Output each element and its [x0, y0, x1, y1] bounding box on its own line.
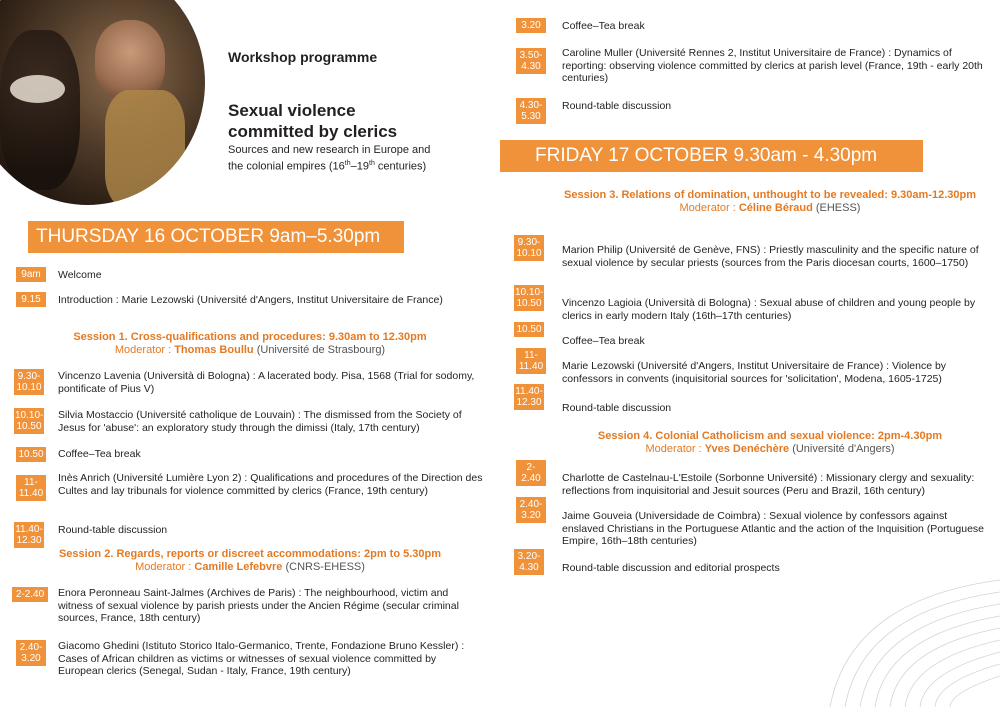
programme-item: Marion Philip (Université de Genève, FNS) : Priestly masculinity and the specific nature of sexual violence by secular priests (sources from the Paris diocesan courts, 1600–1750): [562, 244, 979, 269]
time-badge: 10.10-10.50: [515, 287, 544, 309]
time-badge: 2-2.40: [516, 460, 546, 486]
programme-item: Round-table discussion: [562, 100, 672, 112]
cover-painting: [0, 0, 205, 205]
programme-item: Coffee–Tea break: [562, 20, 645, 32]
time-badge: 11-11.40: [16, 475, 46, 501]
page-subtitle: Sources and new research in Europe and the colonial empires (16th–19th centuries): [228, 144, 431, 173]
programme-item: Vincenzo Lagioia (Università di Bologna) : Sexual abuse of children and young people by clerics in early modern Italy (16th–17th centuries): [562, 297, 976, 322]
programme-item: Round-table discussion: [58, 524, 168, 536]
programme-item: Round-table discussion and editorial prospects: [562, 562, 780, 574]
programme-item: Coffee–Tea break: [58, 448, 141, 460]
programme-item: Enora Peronneau Saint-Jalmes (Archives de Paris) : The neighbourhood, victim and witness of sexual violence by parish priests under the Ancien Régime (secular criminal sources, France, 18th century): [58, 587, 459, 624]
day-banner-thursday: THURSDAY 16 OCTOBER 9am–5.30pm: [28, 221, 404, 253]
programme-item: Jaime Gouveia (Universidade de Coimbra) : Sexual violence by confessors against enslaved Christians in the Portuguese Atlantic and the action of the Inquisition (Portuguese Empire, 16th–18th centuries): [562, 510, 985, 547]
programme-item: Marie Lezowski (Université d'Angers, Institut Universitaire de France) : Violence by confessors in convents (inquisitorial sources for 'solicitation', Modena, 1605-1725): [562, 360, 947, 385]
time-badge: 10.50: [16, 447, 46, 462]
time-badge: 9am: [16, 267, 46, 282]
programme-item: Welcome: [58, 269, 102, 281]
time-badge: 10.10-10.50: [15, 410, 44, 432]
programme-item: Vincenzo Lavenia (Università di Bologna) : A lacerated body. Pisa, 1568 (Trial for sodomy, pontificate of Pius V): [58, 370, 475, 395]
time-badge: 3.50-4.30: [516, 48, 546, 74]
time-badge: 9.15: [16, 292, 46, 307]
session-1-heading: Session 1. Cross-qualifications and procedures: 9.30am to 12.30pm Moderator : Thomas Boullu (Université de Strasbourg): [73, 331, 427, 356]
programme-item: Introduction : Marie Lezowski (Université d'Angers, Institut Universitaire de France): [58, 294, 443, 306]
time-badge: 2.40-3.20: [16, 640, 46, 666]
programme-item: Caroline Muller (Université Rennes 2, Institut Universitaire de France) : Dynamics of reporting: observing violence committed by clerics at parish level (France, 19th - early 20th centuries): [562, 47, 983, 84]
session-4-heading: Session 4. Colonial Catholicism and sexual violence: 2pm-4.30pm Moderator : Yves Denéchère (Université d'Angers): [597, 430, 943, 455]
time-badge: 4.30-5.30: [516, 98, 546, 124]
programme-item: Charlotte de Castelnau-L'Estoile (Sorbonne Université) : Missionary clergy and sexuality: reflections from inquisitorial and Jesuit sources (Peru and Brazil, 16th century): [562, 472, 975, 497]
time-badge: 3.20: [516, 18, 546, 33]
time-badge: 11-11.40: [516, 348, 546, 374]
programme-item: Round-table discussion: [562, 402, 672, 414]
time-badge: 2.40-3.20: [516, 497, 546, 523]
session-2-heading: Session 2. Regards, reports or discreet accommodations: 2pm to 5.30pm Moderator : Camille Lefebvre (CNRS-EHESS): [58, 548, 442, 573]
workshop-label: Workshop programme: [228, 49, 378, 65]
programme-item: Inès Anrich (Université Lumière Lyon 2) : Qualifications and procedures of the Direction des Cultes and lay tribunals for violence committed by clerics (France, 19th century): [58, 472, 483, 497]
programme-item: Coffee–Tea break: [562, 335, 645, 347]
time-badge: 11.40-12.30: [515, 386, 543, 408]
decorative-arcs-icon: [790, 560, 1000, 707]
time-badge: 2-2.40: [12, 587, 48, 602]
time-badge: 10.50: [514, 322, 544, 337]
session-3-heading: Session 3. Relations of domination, unthought to be revealed: 9.30am-12.30pm Moderator : Céline Béraud (EHESS): [564, 189, 976, 214]
programme-item: Silvia Mostaccio (Université catholique de Louvain) : The dismissed from the Society of Jesus for 'abuse': an exploratory study through the dimissi (Italy, 17th century): [58, 409, 462, 434]
time-badge: 9.30-10.10: [14, 369, 44, 395]
time-badge: 3.20-4.30: [514, 549, 544, 575]
page-title: Sexual violence committed by clerics: [228, 101, 398, 141]
day-banner-friday: FRIDAY 17 OCTOBER 9.30am - 4.30pm: [500, 140, 923, 172]
programme-item: Giacomo Ghedini (Istituto Storico Italo-Germanico, Trente, Fondazione Bruno Kessler) : Cases of African children as victims or witnesses of sexual violence committed by European clerics (Senegal, Sudan - Italy, France, 19th century): [58, 640, 465, 677]
time-badge: 9.30-10.10: [514, 235, 544, 261]
time-badge: 11.40-12.30: [15, 524, 43, 546]
